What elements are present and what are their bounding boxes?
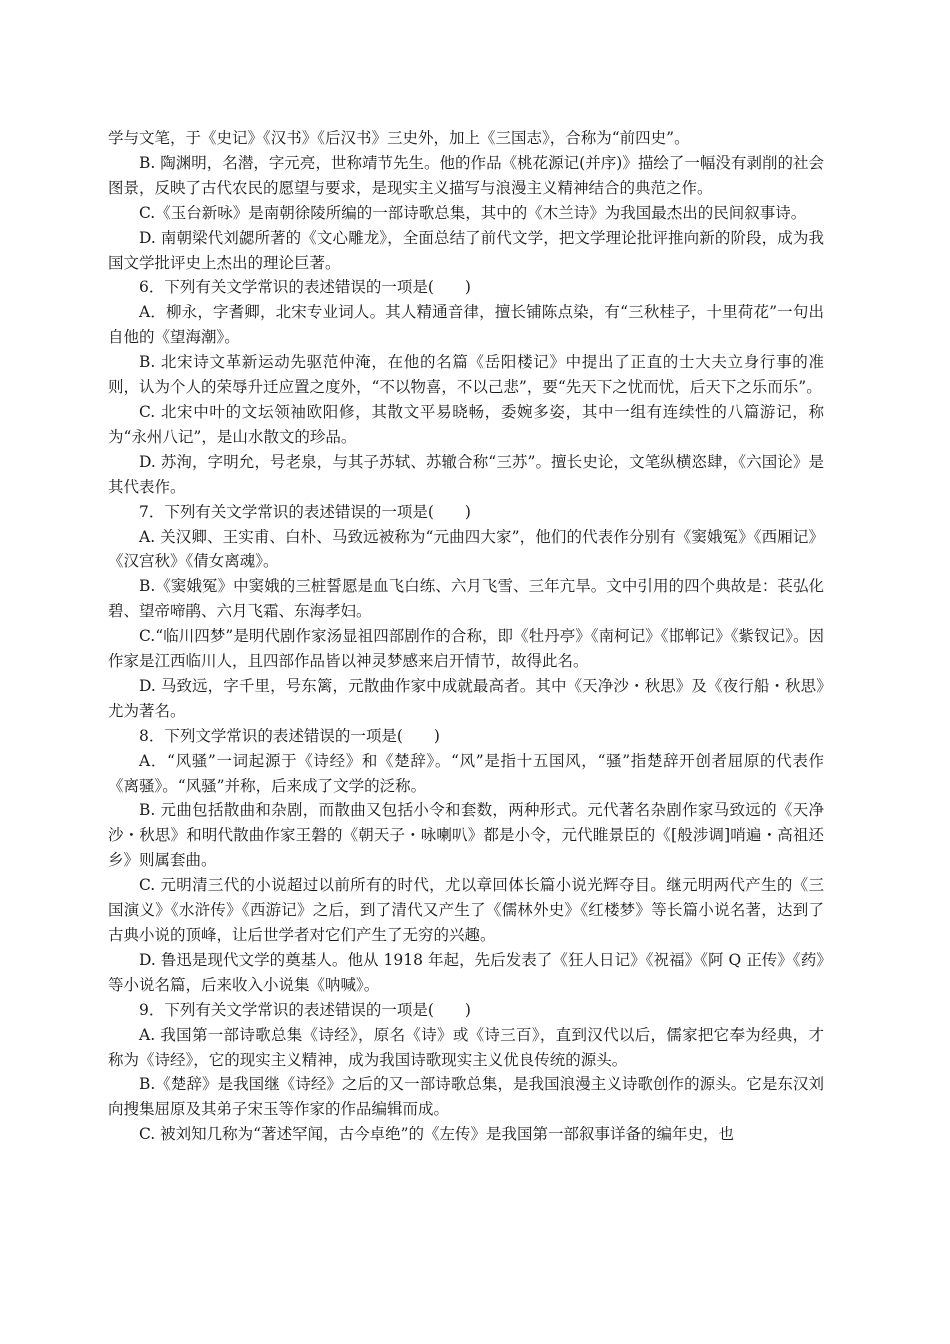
- option-8b: B. 元曲包括散曲和杂剧，而散曲又包括小令和套数，两种形式。元代著名杂剧作家马致远的《天净沙・秋思》和明代散曲作家王磐的《朝天子・咏喇叭》都是小令，元代睢景臣的《[般涉调]哨遍・高祖还乡》则属套曲。: [108, 801, 824, 870]
- question-7: 7．下列有关文学常识的表述错误的一项是( ): [139, 502, 471, 521]
- question-8: 8．下列文学常识的表述错误的一项是( ): [139, 726, 440, 745]
- option-9a: A. 我国第一部诗歌总集《诗经》，原名《诗》或《诗三百》，直到汉代以后，儒家把它奉为经典，才称为《诗经》，它的现实主义精神，成为我国诗歌现实主义优良传统的源头。: [108, 1025, 824, 1069]
- option-5b: B. 陶渊明，名潜，字元亮，世称靖节先生。他的作品《桃花源记(并序)》描绘了一幅没有剥削的社会图景，反映了古代农民的愿望与要求，是现实主义描写与浪漫主义精神结合的典范之作。: [108, 153, 824, 197]
- option-6b: B. 北宋诗文革新运动先驱范仲淹，在他的名篇《岳阳楼记》中提出了正直的士大夫立身行事的准则，认为个人的荣辱升迁应置之度外，“不以物喜，不以己悲”，要“先天下之忧而忧，后天下之乐而乐”。: [108, 353, 824, 397]
- question-9: 9．下列有关文学常识的表述错误的一项是( ): [139, 1000, 471, 1019]
- option-7d: D. 马致远，字千里，号东篱，元散曲作家中成就最高者。其中《天净沙・秋思》及《夜行船・秋思》尤为著名。: [108, 676, 824, 720]
- option-5c: C.《玉台新咏》是南朝徐陵所编的一部诗歌总集，其中的《木兰诗》为我国最杰出的民间叙事诗。: [139, 203, 807, 222]
- option-9c: C. 被刘知几称为“著述罕闻，古今卓绝”的《左传》是我国第一部叙事详备的编年史，也: [139, 1125, 735, 1144]
- document-page: [108, 126, 824, 1147]
- paragraph-continuation: 学与文笔，于《史记》《汉书》《后汉书》三史外，加上《三国志》，合称为“前四史”。: [108, 129, 690, 147]
- option-5d: D. 南朝梁代刘勰所著的《文心雕龙》，全面总结了前代文学，把文学理论批评推向新的阶段，成为我国文学批评史上杰出的理论巨著。: [108, 228, 824, 272]
- option-8d: D. 鲁迅是现代文学的奠基人。他从 1918 年起，先后发表了《狂人日记》《祝福》《阿 Q 正传》《药》等小说名篇，后来收入小说集《呐喊》。: [108, 950, 824, 994]
- option-6c: C. 北宋中叶的文坛领袖欧阳修，其散文平易晓畅，委婉多姿，其中一组有连续性的八篇游记，称为“永州八记”，是山水散文的珍品。: [108, 402, 824, 446]
- option-7b: B.《窦娥冤》中窦娥的三桩誓愿是血飞白练、六月飞雪、三年亢旱。文中引用的四个典故是：苌弘化碧、望帝啼鹃、六月飞霜、东海孝妇。: [108, 577, 824, 621]
- option-7c: C.“临川四梦”是明代剧作家汤显祖四部剧作的合称，即《牡丹亭》《南柯记》《邯郸记》《紫钗记》。因作家是江西临川人，且四部作品皆以神灵梦感来启开情节，故得此名。: [108, 627, 824, 671]
- option-8a: A．“风骚”一词起源于《诗经》和《楚辞》。“风”是指十五国风，“骚”指楚辞开创者屈原的代表作《离骚》。“风骚”并称，后来成了文学的泛称。: [108, 751, 824, 795]
- option-6a: A．柳永，字耆卿，北宋专业词人。其人精通音律，擅长铺陈点染，有“三秋桂子，十里荷花”一句出自他的《望海潮》。: [108, 303, 824, 347]
- option-7a: A. 关汉卿、王实甫、白朴、马致远被称为“元曲四大家”，他们的代表作分别有《窦娥冤》《西厢记》《汉宫秋》《倩女离魂》。: [108, 527, 824, 571]
- question-6: 6．下列有关文学常识的表述错误的一项是( ): [139, 278, 471, 297]
- option-8c: C. 元明清三代的小说超过以前所有的时代，尤以章回体长篇小说光辉夺目。继元明两代产生的《三国演义》《水浒传》《西游记》之后，到了清代又产生了《儒林外史》《红楼梦》等长篇小说名著，达到了古典小说的顶峰，让后世学者对它们产生了无穷的兴趣。: [108, 876, 824, 944]
- option-9b: B.《楚辞》是我国继《诗经》之后的又一部诗歌总集，是我国浪漫主义诗歌创作的源头。它是东汉刘向搜集屈原及其弟子宋玉等作家的作品编辑而成。: [108, 1075, 824, 1119]
- option-6d: D. 苏洵，字明允，号老泉，与其子苏轼、苏辙合称“三苏”。擅长史论，文笔纵横恣肆，《六国论》是其代表作。: [108, 452, 824, 496]
